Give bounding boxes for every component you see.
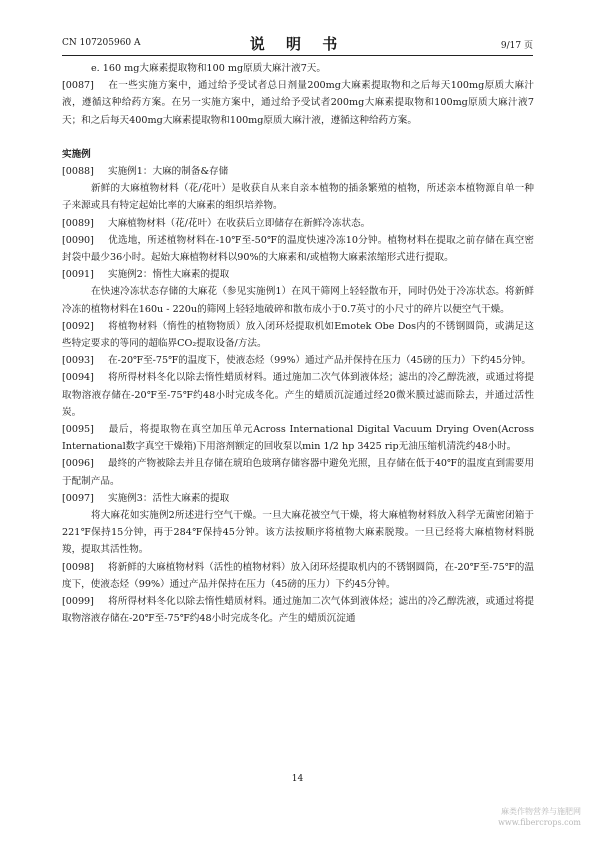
numbered-paragraph bbox=[62, 593, 534, 627]
paragraph-text: 将所得材料冬化以除去惰性蜡质材料。通过施加二次气体到液体烃；滤出的冷乙醇洗液，或通过将提取物溶液存储在-20℉至-75℉约48小时完成冬化。产生的蜡质沉淀通过经20微米膜过滤而除去，并通过活性炭。 bbox=[62, 372, 534, 418]
paragraph-text: 在一些实施方案中，通过给予受试者总日剂量200mg大麻素提取物和之后每天100mg原质大麻汁液，遵循这种给药方案。在另一实施方案中，通过给予受试者200mg大麻素提取物和100mg原质大麻汁液7天；和之后每天400mg大麻素提取物和100mg原质大麻汁液，遵循这种给药方案。 bbox=[62, 80, 534, 126]
page-header bbox=[62, 32, 533, 56]
paragraph bbox=[62, 60, 534, 77]
paragraph-number: [0093] bbox=[62, 355, 94, 367]
paragraph-text: 将大麻花如实施例2所述进行空气干燥。一旦大麻花被空气干燥，将大麻植物材料放入科学无菌密闭箱于221℉保持15分钟，再于284℉保持45分钟。该方法按顺序将植物大麻素脱羧。一旦已经将大麻植物材料脱羧，提取其活性物。 bbox=[62, 510, 534, 556]
watermark bbox=[498, 806, 581, 828]
paragraph bbox=[62, 283, 534, 317]
paragraph-text: 在快速冷冻状态存储的大麻花（参见实施例1）在风干筛网上轻轻散布开，同时仍处于冷冻状态。将新鲜冷冻的植物材料在160u - 220u的筛网上轻轻地破碎和散布成小于0.7英寸的小尺寸的碎片以便空气干燥。 bbox=[62, 286, 534, 315]
paragraph-number: [0091] bbox=[62, 269, 94, 281]
paragraph-number: [0087] bbox=[62, 80, 94, 92]
paragraph-number: [0094] bbox=[62, 372, 94, 384]
paragraph-text: 实施例3：活性大麻素的提取 bbox=[108, 492, 230, 504]
numbered-paragraph bbox=[62, 232, 534, 266]
header-rule bbox=[62, 55, 533, 56]
paragraph-text: 优选地，所述植物材料在-10℉至-50℉的温度快速冷冻10分钟。植物材料在提取之前存储在真空密封袋中最少36小时。起始大麻植物材料以90%的大麻素和/或植物大麻素浓缩形式进行提取。 bbox=[62, 234, 534, 264]
watermark-url: www.fibercrops.com bbox=[498, 818, 581, 827]
numbered-paragraph bbox=[62, 215, 534, 232]
document-body bbox=[62, 60, 534, 628]
section-heading: 实施例 bbox=[62, 148, 91, 160]
watermark-site-name: 麻类作物营养与施肥网 bbox=[501, 807, 581, 816]
page-number: 14 bbox=[291, 774, 304, 784]
paragraph-number: [0099] bbox=[62, 596, 94, 608]
document-title: 说 明 书 bbox=[249, 35, 346, 53]
paragraph-text: 实施例1：大麻的制备&存储 bbox=[108, 166, 229, 178]
paragraph-text: 新鲜的大麻植物材料（花/花叶）是收获自从来自亲本植物的插条繁殖的植物，所述亲本植物源自单一种子来源或具有特定起始比率的大麻素的组织培养物。 bbox=[62, 183, 534, 212]
paragraph-number: [0088] bbox=[62, 166, 94, 178]
numbered-paragraph bbox=[62, 455, 534, 489]
numbered-paragraph bbox=[62, 318, 534, 352]
paragraph bbox=[62, 180, 534, 214]
numbered-paragraph bbox=[62, 352, 534, 369]
numbered-paragraph bbox=[62, 559, 534, 593]
section-gap bbox=[62, 129, 534, 146]
paragraph-text: 大麻植物材料（花/花叶）在收获后立即储存在新鲜冷冻状态。 bbox=[108, 217, 371, 229]
paragraph-text: 将新鲜的大麻植物材料（活性的植物材料）放入闭环烃提取机内的不锈钢圆筒，在-20℉至-75℉的温度下，使液态烃（99%）通过产品并保持在压力（45磅的压力）下约45分钟。 bbox=[62, 561, 534, 590]
paragraph-number: [0089] bbox=[62, 217, 94, 229]
paragraph-number: [0098] bbox=[62, 561, 94, 573]
paragraph-text: 将所得材料冬化以除去惰性蜡质材料。通过施加二次气体到液体烃；滤出的冷乙醇洗液，或通过将提取物溶液存储在-20℉至-75℉约48小时完成冬化。产生的蜡质沉淀通 bbox=[62, 596, 534, 625]
paragraph-text: 实施例2：惰性大麻素的提取 bbox=[108, 269, 230, 281]
numbered-paragraph bbox=[62, 490, 534, 507]
paragraph-text: e. 160 mg大麻素提取物和100 mg原质大麻汁液7天。 bbox=[91, 63, 326, 74]
numbered-paragraph bbox=[62, 369, 534, 421]
publication-number: CN 107205960 A bbox=[62, 38, 141, 48]
page-reference: 9/17 页 bbox=[500, 41, 533, 51]
paragraph-text: 将植物材料（惰性的植物物质）放入闭环烃提取机如Emotek Obe Dos内的不锈钢圆筒，或满足这些特定要求的等同的超临界CO₂提取设备/方法。 bbox=[62, 320, 534, 350]
paragraph-number: [0096] bbox=[62, 458, 94, 470]
paragraph-number: [0090] bbox=[62, 234, 94, 246]
paragraph-number: [0095] bbox=[62, 424, 94, 436]
numbered-paragraph bbox=[62, 421, 534, 455]
paragraph-text: 在-20℉至-75℉的温度下，使液态烃（99%）通过产品并保持在压力（45磅的压力）下约45分钟。 bbox=[108, 355, 531, 367]
paragraph-number: [0092] bbox=[62, 320, 94, 332]
paragraph-text: 最终的产物被除去并且存储在琥珀色玻璃存储容器中避免光照，且存储在低于40℉的温度直到需要用于配制产品。 bbox=[62, 458, 534, 487]
numbered-paragraph bbox=[62, 163, 534, 180]
numbered-paragraph bbox=[62, 266, 534, 283]
numbered-paragraph bbox=[62, 77, 534, 129]
paragraph-text: 最后，将提取物在真空加压单元Across International Digital Vacuum Drying Oven(Across International数字真空干燥箱)下用溶剂额定的回收泵以min 1/2 hp 3425 rip无油压缩机清洗约48小时。 bbox=[62, 424, 534, 453]
paragraph-number: [0097] bbox=[62, 492, 94, 504]
paragraph bbox=[62, 507, 534, 559]
